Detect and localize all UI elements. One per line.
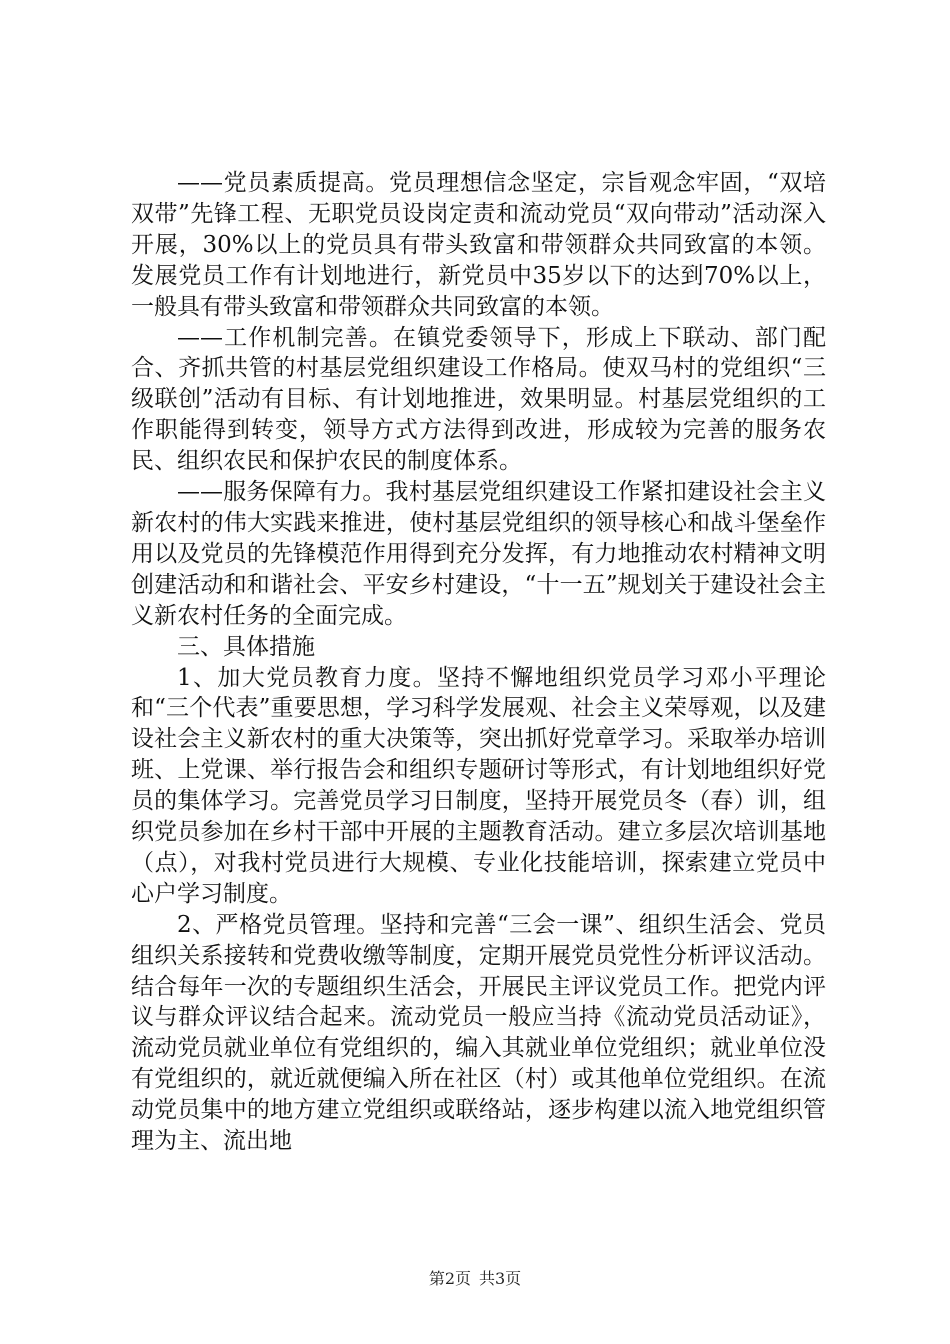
page-number: 第2页	[428, 1269, 471, 1288]
paragraph-management: 2、严格党员管理。坚持和完善“三会一课”、组织生活会、党员组织关系接转和党费收缴等制度，定期开展党员党性分析评议活动。结合每年一次的专题组织生活会，开展民主评议党员工作。把党内评议与群众评议结合起来。流动党员一般应当持《流动党员活动证》，流动党员就业单位有党组织的，编入其就业单位党组织；就业单位没有党组织的，就近就便编入所在社区（村）或其他单位党组织。在流动党员集中的地方建立党组织或联络站，逐步构建以流入地党组织管理为主、流出地	[131, 911, 826, 1155]
paragraph-service-guarantee: ——服务保障有力。我村基层党组织建设工作紧扣建设社会主义新农村的伟大实践来推进，使村基层党组织的领导核心和战斗堡垒作用以及党员的先锋模范作用得到充分发挥，有力地推动农村精神文明创建活动和和谐社会、平安乡村建设，“十一五”规划关于建设社会主义新农村任务的全面完成。	[131, 479, 826, 629]
page-total: 共3页	[479, 1269, 522, 1288]
paragraph-work-mechanism: ——工作机制完善。在镇党委领导下，形成上下联动、部门配合、齐抓共管的村基层党组织建设工作格局。使双马村的党组织“三级联创”活动有目标、有计划地推进，效果明显。村基层党组织的工作职能得到转变，领导方式方法得到改进，形成较为完善的服务农民、组织农民和保护农民的制度体系。	[131, 324, 826, 475]
document-body	[131, 168, 826, 1157]
paragraph-member-quality: ——党员素质提高。党员理想信念坚定，宗旨观念牢固，“双培双带”先锋工程、无职党员设岗定责和流动党员“双向带动”活动深入开展，30%以上的党员具有带头致富和带领群众共同致富的本领。发展党员工作有计划地进行，新党员中35岁以下的达到70%以上，一般具有带头致富和带领群众共同致富的本领。	[131, 170, 826, 320]
section-heading-measures: 三、具体措施	[177, 633, 315, 660]
paragraph-education: 1、加大党员教育力度。坚持不懈地组织党员学习邓小平理论和“三个代表”重要思想，学习科学发展观、社会主义荣辱观，以及建设社会主义新农村的重大决策等，突出抓好党章学习。采取举办培训班、上党课、举行报告会和组织专题研讨等形式，有计划地组织好党员的集体学习。完善党员学习日制度，坚持开展党员冬（春）训，组织党员参加在乡村干部中开展的主题教育活动。建立多层次培训基地（点），对我村党员进行大规模、专业化技能培训，探索建立党员中心户学习制度。	[131, 664, 826, 907]
page-footer	[0, 1266, 950, 1289]
